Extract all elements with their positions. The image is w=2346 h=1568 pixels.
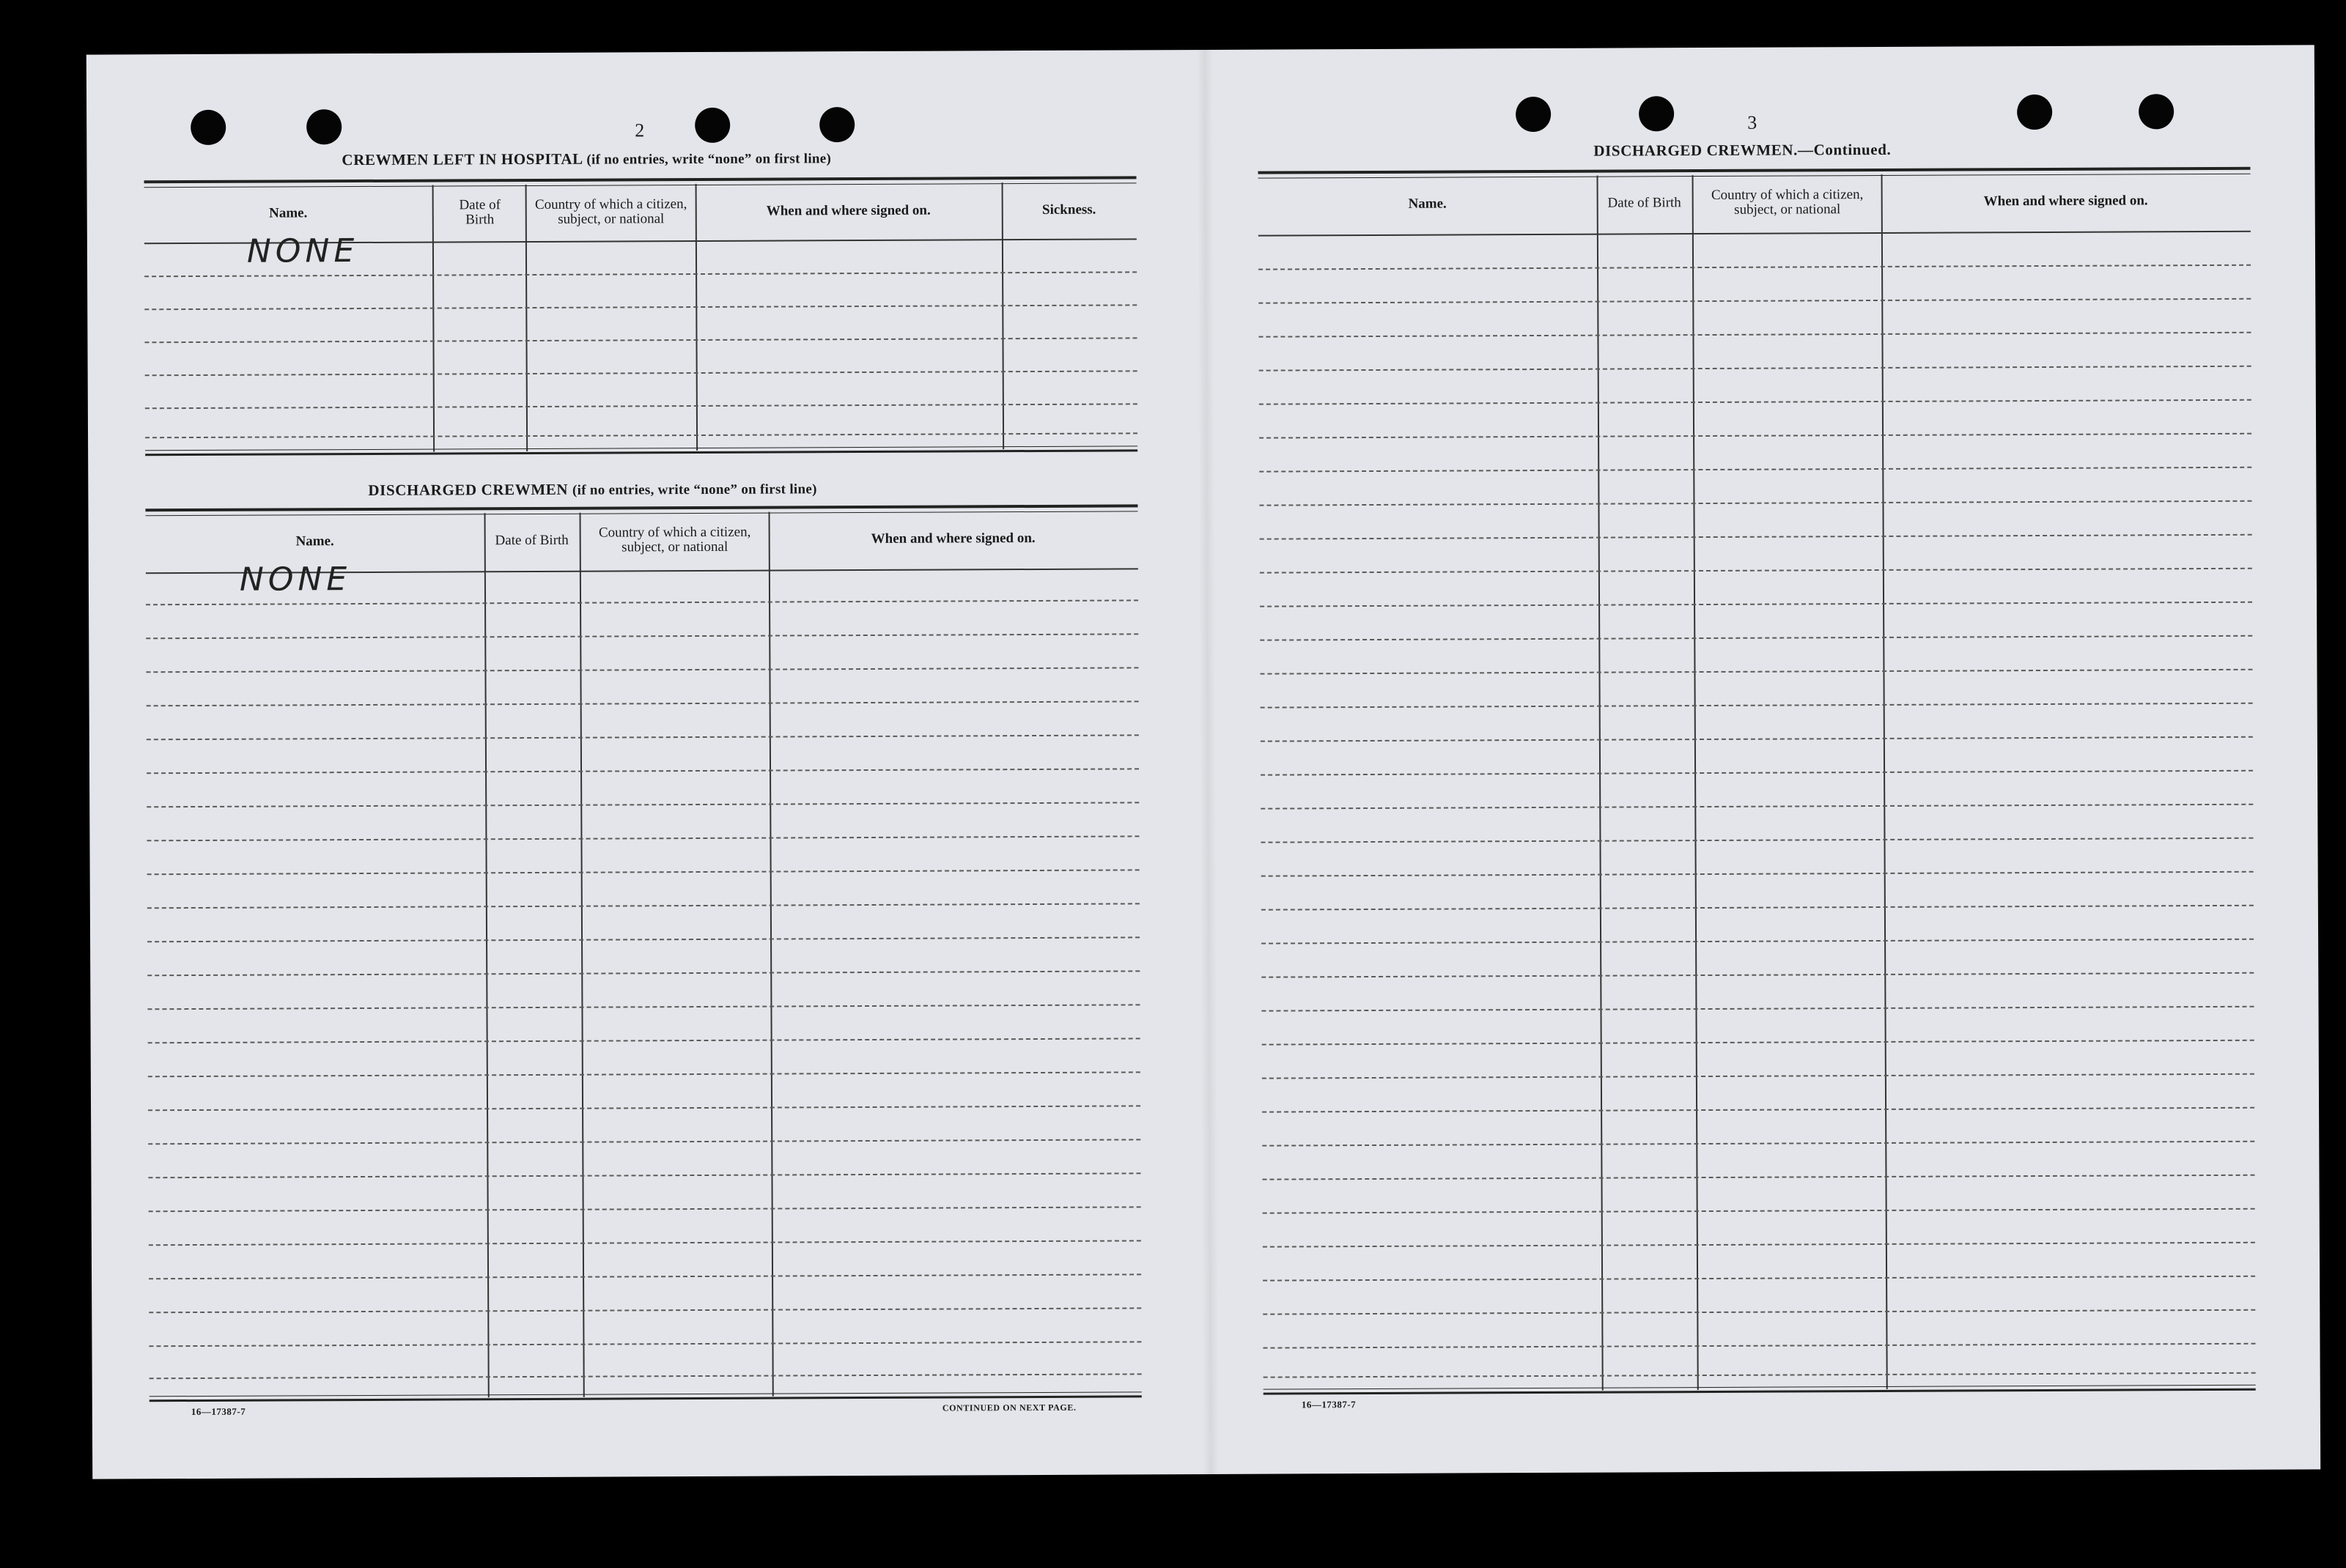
entry-line xyxy=(1263,1208,2255,1214)
entry-line xyxy=(1261,770,2253,776)
entry-line xyxy=(146,633,1138,639)
column-header-signed-on: When and where signed on. xyxy=(766,202,931,219)
column-header-name: Name. xyxy=(1408,196,1447,212)
entry-line xyxy=(149,1273,1141,1279)
page-number: 3 xyxy=(1747,111,1757,133)
column-header-country: Country of which a citizen, subject, or national xyxy=(1711,187,1864,218)
entry-line xyxy=(149,1307,1141,1313)
entry-line xyxy=(1261,1006,2254,1012)
header-rule xyxy=(1258,231,2251,237)
entry-line xyxy=(149,1240,1141,1246)
column-header-country: Country of which a citizen, subject, or national xyxy=(534,196,687,227)
entry-line xyxy=(1263,1343,2255,1349)
column-divider xyxy=(525,185,528,451)
entry-line xyxy=(1258,265,2251,270)
table-bottom-rule xyxy=(1264,1385,2256,1395)
column-header-country: Country of which a citizen, subject, or national xyxy=(598,524,751,555)
page-fold xyxy=(1197,50,1219,1474)
discharged-continued-table xyxy=(1258,167,2255,1392)
continued-note: CONTINUED ON NEXT PAGE. xyxy=(942,1402,1077,1413)
entry-line xyxy=(1260,602,2252,607)
table-bottom-rule xyxy=(145,445,1137,456)
entry-line xyxy=(1259,399,2251,405)
punch-hole xyxy=(2139,94,2174,129)
entry-line xyxy=(149,1341,1141,1347)
entry-line xyxy=(147,734,1139,740)
column-header-sickness: Sickness. xyxy=(1041,201,1096,218)
punch-hole xyxy=(1639,96,1674,131)
discharged-title-text: DISCHARGED CREWMEN xyxy=(368,480,569,499)
entry-line xyxy=(1259,467,2251,473)
entry-line xyxy=(145,370,1137,376)
entry-line xyxy=(1262,1175,2254,1180)
column-header-date-of-birth: Date of Birth xyxy=(459,197,501,228)
entry-line xyxy=(148,1038,1140,1043)
column-header-name: Name. xyxy=(269,205,308,221)
entry-line xyxy=(1260,635,2252,641)
column-header-date-of-birth: Date of Birth xyxy=(495,532,569,549)
entry-line xyxy=(1260,534,2252,540)
entry-line xyxy=(147,1004,1140,1010)
column-divider xyxy=(484,513,490,1397)
entry-line xyxy=(145,403,1137,409)
entry-line xyxy=(1259,433,2251,439)
column-header-signed-on: When and where signed on. xyxy=(1983,193,2148,210)
entry-line xyxy=(147,768,1139,774)
entry-line xyxy=(147,835,1139,841)
entry-line xyxy=(145,432,1137,438)
column-header-date-of-birth: Date of Birth xyxy=(1607,195,1681,211)
entry-line xyxy=(148,1071,1140,1077)
entry-line xyxy=(1261,837,2253,843)
discharged-table xyxy=(145,504,1141,1399)
entry-line xyxy=(144,304,1137,310)
column-divider xyxy=(769,512,774,1397)
discharged-title-note: (if no entries, write “none” on first line) xyxy=(572,481,817,498)
entry-line xyxy=(1261,871,2254,877)
entry-line xyxy=(147,869,1140,875)
entry-line xyxy=(1258,298,2251,304)
entry-line xyxy=(146,667,1138,673)
entry-line xyxy=(148,1139,1140,1144)
entry-line xyxy=(1262,1040,2254,1046)
entry-line xyxy=(150,1373,1142,1379)
entry-line xyxy=(149,1206,1141,1212)
entry-line xyxy=(147,700,1139,706)
entry-line xyxy=(1262,1141,2254,1147)
table-bottom-rule xyxy=(150,1391,1142,1402)
form-number: 16—17387-7 xyxy=(1301,1399,1357,1410)
handwritten-none: NONE xyxy=(239,561,352,599)
column-divider xyxy=(1597,176,1604,1391)
entry-line xyxy=(1263,1309,2255,1315)
hospital-title-note: (if no entries, write “none” on first line) xyxy=(586,151,832,168)
entry-line xyxy=(1261,804,2253,810)
entry-line xyxy=(148,1172,1140,1178)
entry-line xyxy=(1261,939,2254,944)
entry-line xyxy=(1261,703,2253,709)
form-number: 16—17387-7 xyxy=(191,1405,246,1418)
entry-line xyxy=(1264,1372,2256,1378)
entry-line xyxy=(146,599,1138,605)
column-header-name: Name. xyxy=(295,533,334,550)
entry-line xyxy=(1263,1276,2255,1282)
entry-line xyxy=(1262,1107,2254,1113)
entry-line xyxy=(1261,736,2253,742)
punch-hole xyxy=(2017,95,2052,130)
column-divider xyxy=(1881,174,1888,1389)
discharged-section-title xyxy=(368,479,816,500)
hospital-table xyxy=(144,176,1138,453)
discharged-continued-title: DISCHARGED CREWMEN.—Continued. xyxy=(1593,140,1892,160)
entry-line xyxy=(1262,1073,2254,1079)
entry-line xyxy=(144,337,1137,343)
column-divider xyxy=(432,185,435,452)
entry-line xyxy=(144,271,1137,277)
punch-hole xyxy=(191,110,226,145)
entry-line xyxy=(1261,905,2254,911)
entry-line xyxy=(1258,332,2251,338)
entry-line xyxy=(1259,500,2251,506)
entry-line xyxy=(147,903,1140,909)
punch-hole xyxy=(695,108,730,143)
entry-line xyxy=(1263,1242,2255,1248)
entry-line xyxy=(147,936,1140,942)
entry-line xyxy=(1260,669,2252,675)
document-paper xyxy=(86,45,2320,1479)
hospital-section-title xyxy=(342,149,831,169)
entry-line xyxy=(1259,366,2251,371)
punch-hole xyxy=(1516,97,1551,132)
page-number: 2 xyxy=(635,119,645,141)
punch-hole xyxy=(306,109,342,144)
entry-line xyxy=(1261,972,2254,978)
entry-line xyxy=(147,970,1140,976)
column-divider xyxy=(1692,175,1699,1390)
column-header-signed-on: When and where signed on. xyxy=(871,530,1036,547)
column-divider xyxy=(580,513,585,1397)
punch-hole xyxy=(819,107,855,142)
handwritten-none: NONE xyxy=(246,232,359,270)
entry-line xyxy=(148,1105,1140,1111)
entry-line xyxy=(147,802,1139,807)
entry-line xyxy=(1260,568,2252,574)
hospital-title-text: CREWMEN LEFT IN HOSPITAL xyxy=(342,149,583,169)
